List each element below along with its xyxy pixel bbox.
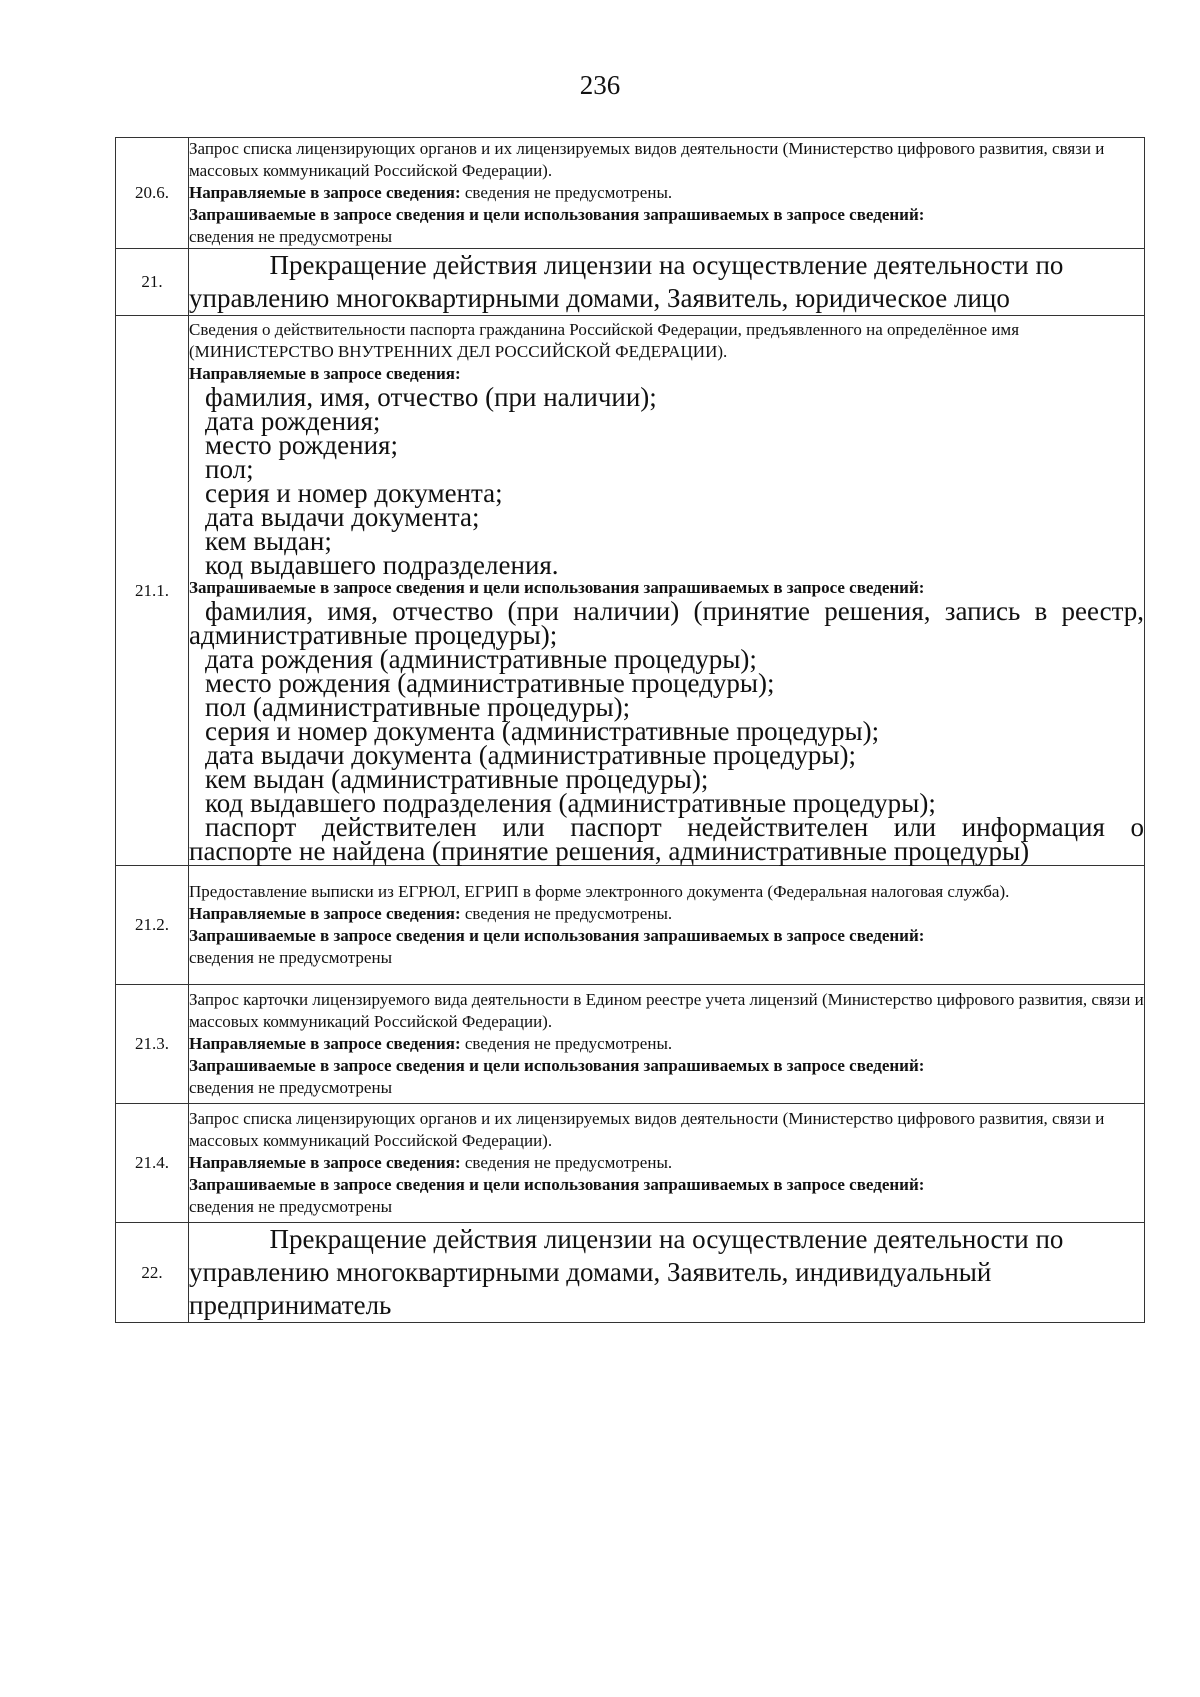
row-content: [189, 316, 1145, 866]
requested-value: сведения не предусмотрены: [189, 948, 392, 967]
row-number: 21.4.: [116, 1104, 189, 1223]
sent-item: серия и номер документа;: [205, 477, 503, 508]
request-title: Запрос списка лицензирующих органов и их лицензируемых видов деятельности (Министерство цифрового развития, связи и массовых коммуникаций Российской Федерации).: [189, 1109, 1105, 1150]
row-content: [189, 1104, 1145, 1223]
sent-item: дата рождения;: [205, 405, 381, 436]
requested-item: кем выдан (административные процедуры);: [205, 763, 709, 794]
requested-item: фамилия, имя, отчество (при наличии) (принятие решения, запись в реестр,: [205, 595, 1144, 626]
row-content: [189, 138, 1145, 249]
requested-value: сведения не предусмотрены: [189, 1197, 392, 1216]
requests-table: [115, 137, 1145, 1323]
table-row: [116, 985, 1145, 1104]
sent-value: сведения не предусмотрены.: [464, 904, 673, 923]
requested-item: паспорт действителен или паспорт недействителен или информация о: [205, 811, 1144, 842]
table-row: [116, 138, 1145, 249]
requested-label: Запрашиваемые в запросе сведения и цели использования запрашиваемых в запросе сведений:: [189, 1056, 925, 1075]
requested-label: Запрашиваемые в запросе сведения и цели использования запрашиваемых в запросе сведений:: [189, 1175, 925, 1194]
request-title: Запрос карточки лицензируемого вида деятельности в Едином реестре учета лицензий (Министерство цифрового развития, связи и массовых коммуникаций Российской Федерации).: [189, 990, 1144, 1031]
requested-value: сведения не предусмотрены: [189, 1078, 392, 1097]
requested-item: дата выдачи документа (административные процедуры);: [205, 739, 856, 770]
heading-line: предприниматель: [189, 1290, 392, 1320]
requested-label: Запрашиваемые в запросе сведения и цели использования запрашиваемых в запросе сведений:: [189, 577, 925, 597]
sent-value: сведения не предусмотрены.: [464, 1034, 673, 1053]
heading-line: Прекращение действия лицензии на осуществление деятельности по: [269, 250, 1064, 280]
requested-item: пол (административные процедуры);: [205, 691, 631, 722]
requested-item: дата рождения (административные процедуры);: [205, 643, 757, 674]
section-heading: [189, 1223, 1145, 1323]
requested-label: Запрашиваемые в запросе сведения и цели использования запрашиваемых в запросе сведений:: [189, 926, 925, 945]
requested-item: место рождения (административные процедуры);: [205, 667, 775, 698]
table-row: [116, 866, 1145, 985]
sent-value: сведения не предусмотрены.: [464, 1153, 673, 1172]
row-number: 21.: [116, 249, 189, 316]
row-content: [189, 866, 1145, 985]
row-number: 21.3.: [116, 985, 189, 1104]
sent-item: код выдавшего подразделения.: [205, 549, 559, 580]
row-number: 20.6.: [116, 138, 189, 249]
sent-item: дата выдачи документа;: [205, 501, 480, 532]
sent-label: Направляемые в запросе сведения:: [189, 363, 461, 383]
sent-label: Направляемые в запросе сведения:: [189, 183, 461, 202]
request-title: Запрос списка лицензирующих органов и их лицензируемых видов деятельности (Министерство цифрового развития, связи и массовых коммуникаций Российской Федерации).: [189, 139, 1105, 180]
table-row: [116, 1223, 1145, 1323]
row-content: [189, 985, 1145, 1104]
requested-item: серия и номер документа (административные процедуры);: [205, 715, 880, 746]
page-number: 236: [579, 70, 621, 100]
requested-item-continued: паспорте не найдена (принятие решения, административные процедуры): [189, 835, 1030, 866]
requested-item: код выдавшего подразделения (административные процедуры);: [205, 787, 936, 818]
table-row: [116, 1104, 1145, 1223]
requested-value: сведения не предусмотрены: [189, 227, 392, 246]
row-number: 22.: [116, 1223, 189, 1323]
requested-label: Запрашиваемые в запросе сведения и цели использования запрашиваемых в запросе сведений:: [189, 205, 925, 224]
sent-value: сведения не предусмотрены.: [464, 183, 673, 202]
request-title: Предоставление выписки из ЕГРЮЛ, ЕГРИП в форме электронного документа (Федеральная налоговая служба).: [189, 882, 1010, 901]
sent-label: Направляемые в запросе сведения:: [189, 904, 461, 923]
sent-item: место рождения;: [205, 429, 398, 460]
request-title: Сведения о действительности паспорта гражданина Российской Федерации, предъявленного на определённое имя (МИНИСТЕРСТВО ВНУТРЕННИХ ДЕЛ РОССИЙСКОЙ ФЕДЕРАЦИИ).: [189, 319, 1020, 361]
sent-label: Направляемые в запросе сведения:: [189, 1153, 461, 1172]
section-heading: [189, 249, 1145, 316]
heading-line: управлению многоквартирными домами, Заявитель, индивидуальный: [189, 1257, 992, 1287]
heading-line: Прекращение действия лицензии на осуществление деятельности по: [269, 1224, 1064, 1254]
sent-item: пол;: [205, 453, 254, 484]
requested-item-continued: административные процедуры);: [189, 619, 558, 650]
row-number: 21.2.: [116, 866, 189, 985]
sent-item: фамилия, имя, отчество (при наличии);: [205, 381, 657, 412]
sent-label: Направляемые в запросе сведения:: [189, 1034, 461, 1053]
row-number: 21.1.: [116, 316, 189, 866]
sent-item: кем выдан;: [205, 525, 332, 556]
table-row: [116, 316, 1145, 866]
table-row: [116, 249, 1145, 316]
heading-line: управлению многоквартирными домами, Заявитель, юридическое лицо: [189, 283, 1010, 313]
